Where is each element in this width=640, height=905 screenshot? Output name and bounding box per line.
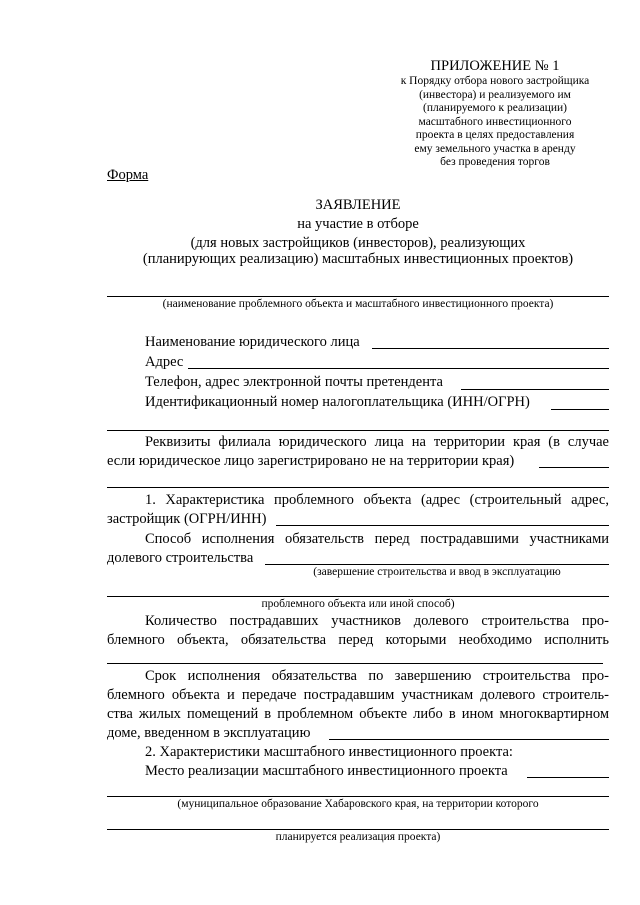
appendix-line: проекта в целях предоставления	[415, 129, 575, 141]
deadline-line: доме, введенном в эксплуатацию	[107, 725, 311, 741]
problem-object-line: застройщик (ОГРН/ИНН)	[107, 511, 267, 527]
problem-object-line: 1. Характеристика проблемного объекта (адрес (строительный адрес,	[145, 492, 609, 508]
obligation-method-input[interactable]	[265, 564, 609, 565]
project-place-label: Место реализации масштабного инвестиционного проекта	[145, 763, 508, 779]
inn-ogrn-input[interactable]	[551, 409, 609, 410]
appendix-line: масштабного инвестиционного	[418, 115, 572, 128]
document-title: ЗАЯВЛЕНИЕ	[315, 197, 401, 213]
victims-count-line: блемного объекта, обязательства перед которыми необходимо исполнить	[107, 632, 609, 648]
obligation-method-note: (завершение строительства и ввод в эксплуатацию	[313, 566, 561, 578]
project-place-note: планируется реализация проекта)	[275, 831, 441, 843]
inn-ogrn-label: Идентификационный номер налогоплательщика (ИНН/ОГРН)	[145, 394, 530, 410]
branch-extra-line[interactable]	[107, 487, 609, 488]
phone-email-input[interactable]	[461, 389, 609, 390]
obligation-method-line: долевого строительства	[107, 550, 254, 566]
object-name-input-line[interactable]	[107, 296, 609, 297]
victims-count-paragraph	[107, 612, 609, 650]
deadline-line: ства жилых помещений в проблемном объекте либо в ином многоквартирном	[107, 706, 609, 722]
victims-count-input[interactable]	[107, 663, 603, 664]
victims-count-line: Количество пострадавших участников долевого строительства про-	[145, 613, 609, 629]
project-paragraph	[107, 743, 609, 781]
problem-object-paragraph	[107, 491, 609, 529]
deadline-line: Срок исполнения обязательства по завершению строительства про-	[145, 668, 609, 684]
branch-line: если юридическое лицо зарегистрировано не на территории края)	[107, 453, 515, 469]
document-heading	[107, 197, 609, 267]
object-name-note: (наименование проблемного объекта и масштабного инвестиционного проекта)	[162, 298, 554, 310]
address-input[interactable]	[188, 368, 609, 369]
phone-email-label: Телефон, адрес электронной почты претендента	[145, 374, 443, 390]
deadline-paragraph	[107, 667, 609, 743]
project-place-extra-line[interactable]	[107, 796, 609, 797]
appendix-line: (инвестора) и реализуемого им	[419, 88, 571, 101]
heading-line: (планирующих реализацию) масштабных инвестиционных проектов)	[142, 251, 574, 267]
deadline-input[interactable]	[329, 739, 609, 740]
appendix-header	[380, 58, 610, 169]
branch-paragraph	[107, 433, 609, 471]
obligation-method-paragraph	[107, 530, 609, 568]
appendix-line: (планируемого к реализации)	[422, 102, 567, 114]
obligation-method-line: Способ исполнения обязательств перед пострадавшими участниками	[145, 531, 609, 547]
problem-object-input[interactable]	[276, 525, 609, 526]
appendix-title: ПРИЛОЖЕНИЕ № 1	[430, 58, 560, 74]
project-place-note: (муниципальное образование Хабаровского края, на территории которого	[177, 798, 539, 810]
legal-entity-name-label: Наименование юридического лица	[145, 334, 360, 350]
inn-ogrn-extra-line[interactable]	[107, 430, 609, 431]
heading-line: (для новых застройщиков (инвесторов), реализующих	[190, 235, 526, 251]
legal-entity-name-input[interactable]	[372, 348, 609, 349]
project-place-extra-line-2[interactable]	[107, 829, 609, 830]
deadline-line: блемного объекта и передаче пострадавшим участникам долевого строитель-	[107, 687, 609, 703]
address-label: Адрес	[145, 354, 184, 370]
appendix-line: без проведения торгов	[440, 156, 550, 168]
appendix-line: к Порядку отбора нового застройщика	[400, 75, 590, 87]
heading-line: на участие в отборе	[297, 216, 419, 232]
project-place-input[interactable]	[527, 777, 609, 778]
form-label: Форма	[107, 167, 149, 183]
branch-input[interactable]	[539, 467, 609, 468]
project-heading: 2. Характеристики масштабного инвестиционного проекта:	[145, 744, 513, 760]
appendix-line: ему земельного участка в аренду	[414, 142, 576, 155]
branch-line: Реквизиты филиала юридического лица на территории края (в случае	[145, 434, 609, 450]
obligation-method-note: проблемного объекта или иной способ)	[261, 598, 455, 610]
obligation-method-extra-line[interactable]	[107, 596, 609, 597]
